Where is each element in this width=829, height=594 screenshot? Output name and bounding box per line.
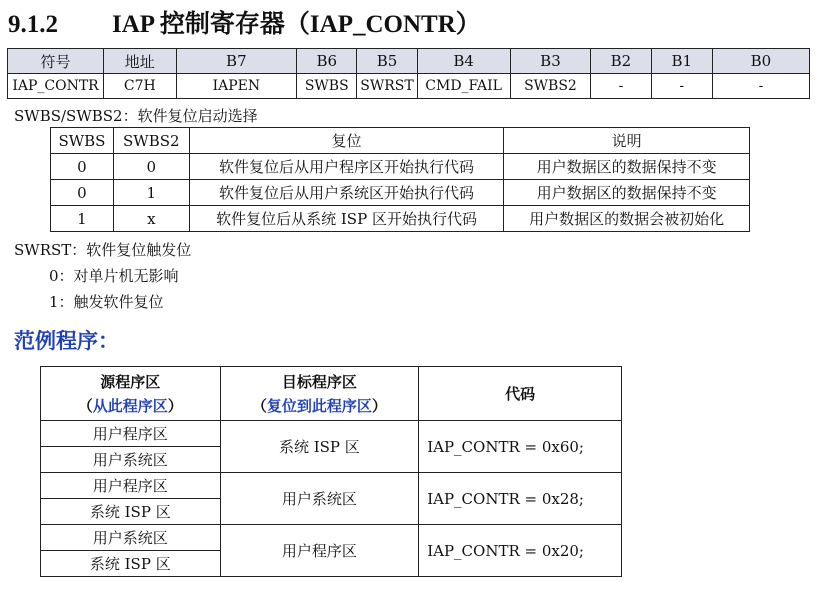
swbs-cell: 软件复位后从系统 ISP 区开始执行代码 [189,206,504,232]
source-cell: 用户程序区 [41,473,221,499]
swbs-cell: 软件复位后从用户程序区开始执行代码 [189,154,504,180]
register-header-cell: B3 [510,49,591,74]
target-cell: 系统 ISP 区 [220,421,419,473]
register-header-cell: B4 [417,49,510,74]
swbs-header-cell: 复位 [189,128,504,154]
target-subtitle [221,394,419,418]
section-title [8,4,481,40]
code-cell: IAP_CONTR = 0x28; [419,473,622,525]
bracket: ） [167,396,183,415]
swbs-cell: 用户数据区的数据会被初始化 [504,206,750,232]
target-cell: 用户程序区 [220,525,419,577]
source-subtitle [41,394,220,418]
swbs-row [51,180,750,206]
example-header-code: 代码 [419,367,622,421]
swbs-cell: 1 [113,180,189,206]
register-header-row [8,49,810,74]
example-row [41,525,622,551]
register-cell: SWRST [357,74,417,99]
swbs-cell: x [113,206,189,232]
swrst-caption: SWRST：软件复位触发位 [14,241,192,259]
source-cell: 用户系统区 [41,525,221,551]
swbs-row [51,206,750,232]
example-table [40,366,622,577]
section-number: 9.1.2 [8,11,58,38]
swbs-cell: 用户数据区的数据保持不变 [504,180,750,206]
bracket: （ [77,396,93,415]
swbs-cell: 0 [113,154,189,180]
register-cell: - [712,74,809,99]
source-subtitle-text: 从此程序区 [92,396,168,415]
register-cell: IAPEN [176,74,297,99]
swrst-option-0: 0：对单片机无影响 [49,267,179,285]
example-row [41,473,622,499]
swbs-header-cell: SWBS2 [113,128,189,154]
register-header-cell: 符号 [8,49,104,74]
swbs-caption: SWBS/SWBS2：软件复位启动选择 [14,107,258,125]
swbs-cell: 0 [51,154,114,180]
bracket: （ [251,396,267,415]
register-header-cell: B2 [591,49,651,74]
register-cell: CMD_FAIL [417,74,510,99]
register-header-cell: B6 [297,49,357,74]
register-cell: IAP_CONTR [8,74,104,99]
swbs-cell: 软件复位后从用户系统区开始执行代码 [189,180,504,206]
register-header-cell: B7 [176,49,297,74]
register-value-row [8,74,810,99]
swrst-option-1: 1：触发软件复位 [49,293,164,311]
swbs-header-row [51,128,750,154]
example-heading: 范例程序： [14,328,119,353]
source-cell: 用户程序区 [41,421,221,447]
example-header-target [220,367,419,421]
swbs-header-cell: SWBS [51,128,114,154]
target-subtitle-text: 复位到此程序区 [266,396,372,415]
example-header-source [41,367,221,421]
register-header-cell: 地址 [104,49,177,74]
register-cell: SWBS2 [510,74,591,99]
swbs-cell: 1 [51,206,114,232]
register-header-cell: B0 [712,49,809,74]
target-cell: 用户系统区 [220,473,419,525]
swbs-cell: 用户数据区的数据保持不变 [504,154,750,180]
register-cell: - [651,74,712,99]
register-cell: SWBS [297,74,357,99]
target-title: 目标程序区 [281,372,357,391]
register-cell: C7H [104,74,177,99]
bracket: ） [371,396,387,415]
register-table [7,48,810,99]
code-cell: IAP_CONTR = 0x20; [419,525,622,577]
code-cell: IAP_CONTR = 0x60; [419,421,622,473]
example-header-row [41,367,622,421]
example-row [41,421,622,447]
swbs-row [51,154,750,180]
section-title-text: IAP 控制寄存器（IAP_CONTR） [112,11,481,38]
register-header-cell: B5 [357,49,417,74]
source-title: 源程序区 [100,372,161,391]
register-cell: - [591,74,651,99]
source-cell: 用户系统区 [41,447,221,473]
source-cell: 系统 ISP 区 [41,551,221,577]
register-header-cell: B1 [651,49,712,74]
swbs-table [50,127,750,232]
swbs-header-cell: 说明 [504,128,750,154]
source-cell: 系统 ISP 区 [41,499,221,525]
swbs-cell: 0 [51,180,114,206]
